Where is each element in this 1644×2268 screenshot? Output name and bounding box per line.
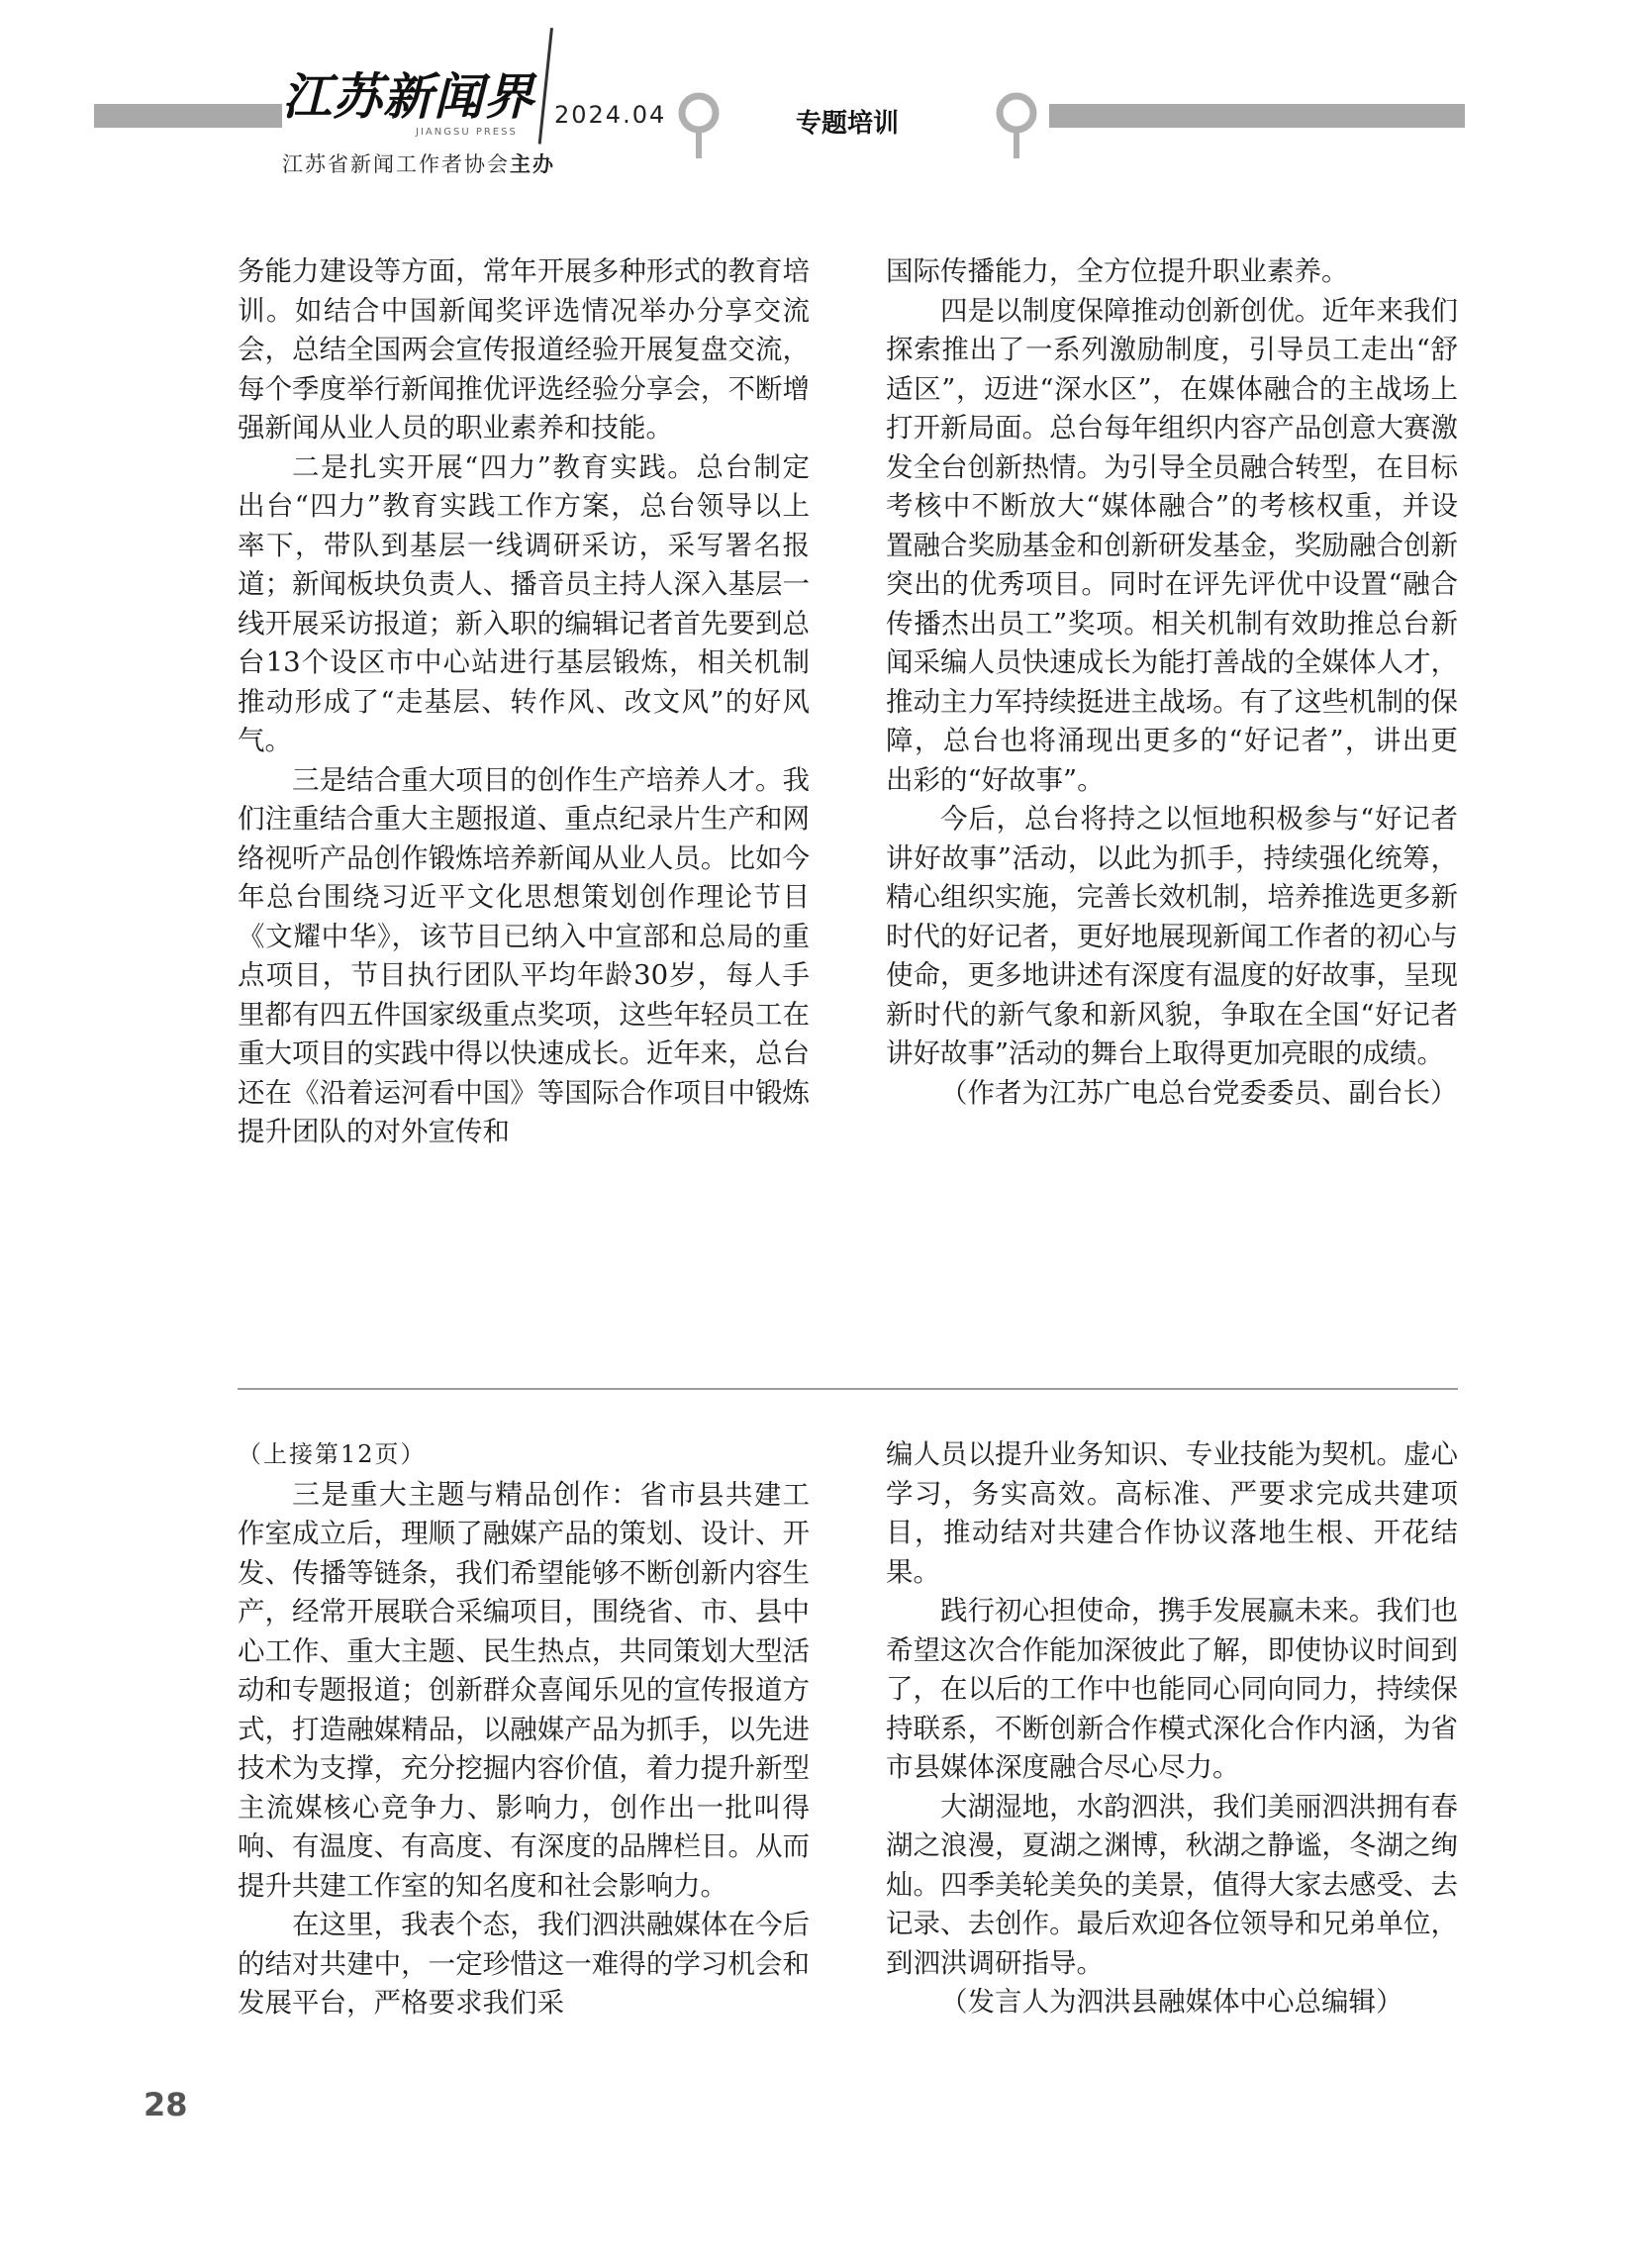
magazine-logo: 江苏新闻界	[282, 68, 534, 126]
paragraph: 今后，总台将持之以恒地积极参与“好记者讲好故事”活动，以此为抓手，持续强化统筹，精心组织实施，完善长效机制，培养推选更多新时代的好记者，更好地展现新闻工作者的初心与使命，更多地讲述有深度有温度的好故事，呈现新时代的新气象和新风貌，争取在全国“好记者讲好故事”活动的舞台上取得更加亮眼的成绩。	[886, 803, 1458, 1069]
page-number: 28	[144, 2086, 188, 2123]
paragraph-lead: 三是重大主题与精品创作：	[292, 1477, 640, 1511]
header-bar-right	[1049, 104, 1465, 128]
article-top-right-column	[886, 252, 1458, 1113]
paragraph: 大湖湿地，水韵泗洪，我们美丽泗洪拥有春湖之浪漫，夏湖之渊博，秋湖之静谧，冬湖之绚灿。四季美轮美奂的美景，值得大家去感受、去记录、去创作。最后欢迎各位领导和兄弟单位，到泗洪调研指导。	[886, 1790, 1458, 1979]
speaker-note: （发言人为泗洪县融媒体中心总编辑）	[940, 1986, 1403, 2018]
header-bar-left	[94, 104, 282, 128]
pin-icon-left	[675, 91, 723, 162]
sponsor-role: 主办	[510, 152, 555, 176]
article-top-left-column	[238, 252, 810, 1152]
paragraph: 务能力建设等方面，常年开展多种形式的教育培训。如结合中国新闻奖评选情况举办分享交流会，总结全国两会宣传报道经验开展复盘交流，每个季度举行新闻推优评选经验分享会，不断增强新闻从业人员的职业素养和技能。	[238, 255, 810, 444]
paragraph: 二是扎实开展“四力”教育实践。总台制定出台“四力”教育实践工作方案，总台领导以上率下，带队到基层一线调研采访，采写署名报道；新闻板块负责人、播音员主持人深入基层一线开展采访报道；新入职的编辑记者首先要到总台13个设区市中心站进行基层锻炼，相关机制推动形成了“走基层、转作风、改文风”的好风气。	[238, 450, 810, 756]
paragraph: 践行初心担使命，携手发展赢未来。我们也希望这次合作能加深彼此了解，即使协议时间到了，在以后的工作中也能同心同向同力，持续保持联系，不断创新合作模式深化合作内涵，为省市县媒体深度融合尽心尽力。	[886, 1595, 1458, 1783]
article-bottom-right-column	[886, 1435, 1458, 2022]
paragraph	[238, 1475, 810, 1907]
sponsor-name: 江苏省新闻工作者协会	[282, 152, 510, 176]
header-divider-slash	[538, 28, 553, 145]
paragraph: 国际传播能力，全方位提升职业素养。	[886, 255, 1349, 287]
magazine-logo-subtitle: JIANGSU PRESS	[416, 127, 518, 138]
sponsor-line	[282, 148, 555, 178]
paragraph-body: 省市县共建工作室成立后，理顺了融媒产品的策划、设计、开发、传播等链条，我们希望能够不断创新内容生产，经常开展联合采编项目，围绕省、市、县中心工作、重大主题、民生热点，共同策划大型活动和专题报道；创新群众喜闻乐见的宣传报道方式，打造融媒精品，以融媒产品为抓手，以先进技术为支撑，充分挖掘内容价值，着力提升新型主流媒核心竞争力、影响力，创作出一批叫得响、有温度、有高度、有深度的品牌栏目。从而提升共建工作室的知名度和社会影响力。	[238, 1478, 810, 1902]
issue-date: 2024.04	[554, 101, 667, 129]
paragraph: 三是结合重大项目的创作生产培养人才。我们注重结合重大主题报道、重点纪录片生产和网络视听产品创作锻炼培养新闻从业人员。比如今年总台围绕习近平文化思想策划创作理论节目《文耀中华》，该节目已纳入中宣部和总局的重点项目，节目执行团队平均年龄30岁，每人手里都有四五件国家级重点奖项，这些年轻员工在重大项目的实践中得以快速成长。近年来，总台还在《沿着运河看中国》等国际合作项目中锻炼提升团队的对外宣传和	[238, 763, 810, 1147]
paragraph: 在这里，我表个态，我们泗洪融媒体在今后的结对共建中，一定珍惜这一难得的学习机会和发展平台，严格要求我们采	[238, 1909, 810, 2019]
article-bottom-left-column	[238, 1435, 810, 2023]
section-title: 专题培训	[796, 109, 900, 139]
author-note: （作者为江苏广电总台党委委员、副台长）	[940, 1076, 1458, 1109]
paragraph: 四是以制度保障推动创新创优。近年来我们探索推出了一系列激励制度，引导员工走出“舒适区”，迈进“深水区”，在媒体融合的主战场上打开新局面。总台每年组织内容产品创意大赛激发全台创新热情。为引导全员融合转型，在目标考核中不断放大“媒体融合”的考核权重，并设置融合奖励基金和创新研发基金，奖励融合创新突出的优秀项目。同时在评先评优中设置“融合传播杰出员工”奖项。相关机制有效助推总台新闻采编人员快速成长为能打善战的全媒体人才，推动主力军持续挺进主战场。有了这些机制的保障，总台也将涌现出更多的“好记者”，讲出更出彩的“好故事”。	[886, 294, 1458, 796]
continued-from-note: （上接第12页）	[238, 1440, 427, 1468]
article-separator	[238, 1388, 1458, 1390]
pin-icon-right	[993, 91, 1040, 162]
paragraph: 编人员以提升业务知识、专业技能为契机。虚心学习，务实高效。高标准、严要求完成共建项目，推动结对共建合作协议落地生根、开花结果。	[886, 1438, 1458, 1588]
